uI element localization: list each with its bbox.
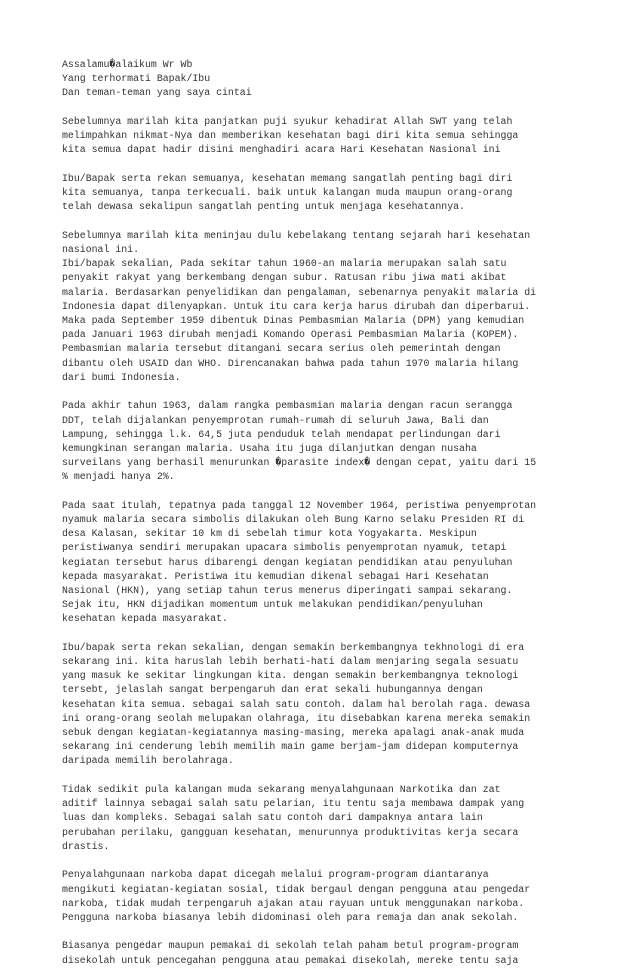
text-line: Pada saat itulah, tepatnya pada tanggal 12 November 1964, peristiwa penyemprotan: [62, 499, 537, 511]
text-line: kemungkinan serangan malaria. Usaha itu juga dilanjutkan dengan nusaha: [62, 442, 477, 454]
text-line: disekolah untuk pencegahan pengguna atau pemakai disekolah, mereke tentu saja: [62, 954, 519, 966]
body-paragraph: [62, 172, 602, 215]
text-line: Sebelumnya marilah kita panjatkan puji syukur kehadirat Allah SWT yang telah: [62, 115, 513, 127]
text-line: sebuk dengan kegiatan-kegiatannya masing-masing, mereka apalagi anak-anak muda: [62, 727, 525, 739]
text-line: nasional ini.: [62, 244, 140, 256]
text-line: perubahan perilaku, gangguan kesehatan, menurunnya produktivitas kerja secara: [62, 826, 519, 838]
text-line: Sejak itu, HKN dijadikan momentum untuk melakukan pendidikan/penyuluhan: [62, 599, 483, 611]
text-line: Pada akhir tahun 1963, dalam rangka pembasmian malaria dengan racun serangga: [62, 400, 513, 412]
text-line: Maka pada September 1959 dibentuk Dinas Pembasmian Malaria (DPM) yang kemudian: [62, 314, 525, 326]
body-paragraph: [62, 229, 602, 385]
body-paragraph: [62, 868, 602, 925]
text-line: Lampung, sehingga l.k. 64,5 juta penduduk telah mendapat perlindungan dari: [62, 428, 501, 440]
text-line: kita semua dapat hadir disini menghadiri acara Hari Kesehatan Nasional ini: [62, 144, 501, 156]
text-line: dibantu oleh USAID dan WHO. Direncanakan bahwa pada tahun 1970 malaria hilang: [62, 357, 519, 369]
text-line: penyakit rakyat yang berkembang dengan subur. Ratusan ribu jiwa mati akibat: [62, 272, 507, 284]
body-paragraph: [62, 499, 602, 627]
text-line: kesehatan kita semua. sebagai salah satu contoh. dalam hal berolah raga. dewasa: [62, 698, 531, 710]
text-line: kesehatan kepada masyarakat.: [62, 613, 228, 625]
text-line: ini orang-orang seolah melupakan olahraga, itu disebabkan karena mereka semakin: [62, 712, 531, 724]
text-line: Ibu/Bapak serta rekan semuanya, kesehatan memang sangatlah penting bagi diri: [62, 172, 513, 184]
text-line: Biasanya pengedar maupun pemakai di sekolah telah paham betul program-program: [62, 940, 519, 952]
text-line: Pengguna narkoba biasanya lebih didominasi oleh para remaja dan anak sekolah.: [62, 911, 519, 923]
text-line: Tidak sedikit pula kalangan muda sekarang menyalahgunaan Narkotika dan zat: [62, 783, 501, 795]
body-paragraph: [62, 939, 602, 967]
text-line: sekarang ini cenderung lebih memilih main game berjam-jam didepan komputernya: [62, 741, 519, 753]
text-line: daripada memilih berolahraga.: [62, 755, 234, 767]
text-line: Penyalahgunaan narkoba dapat dicegah melalui program-program diantaranya: [62, 869, 489, 881]
text-line: sekarang ini. kita haruslah lebih berhati-hati dalam menjaring segala sesuatu: [62, 656, 519, 668]
greeting-paragraph: [62, 58, 602, 101]
body-paragraph: [62, 399, 602, 484]
text-line: nyamuk malaria secara simbolis dilakukan oleh Bung Karno selaku Presiden RI di: [62, 514, 525, 526]
text-line: kegiatan tersebut harus dibarengi dengan kegiatan pendidikan atau penyuluhan: [62, 556, 513, 568]
text-line: tersebt, jelaslah sangat berpengaruh dan erat sekali hubungannya dengan: [62, 684, 483, 696]
text-line: luas dan kompleks. Sebagai salah satu contoh dari dampaknya antara lain: [62, 812, 483, 824]
text-line: mengikuti kegiatan-kegiatan sosial, tidak bergaul dengan pengguna atau pengedar: [62, 883, 531, 895]
text-line: dari bumi Indonesia.: [62, 371, 181, 383]
text-line: Sebelumnya marilah kita meninjau dulu kebelakang tentang sejarah hari kesehatan: [62, 229, 531, 241]
text-line: surveilans yang berhasil menurunkan �parasite index� dengan cepat, yaitu dari 15: [62, 457, 537, 469]
text-line: DDT, telah dijalankan penyemprotan rumah-rumah di seluruh Jawa, Bali dan: [62, 414, 489, 426]
text-line: % menjadi hanya 2%.: [62, 471, 175, 483]
text-line: desa Kalasan, sekitar 10 km di sebelah timur kota Yogyakarta. Meskipun: [62, 528, 477, 540]
body-paragraph: [62, 641, 602, 769]
text-line: narkoba, tidak mudah terpengaruh ajakan atau rayuan untuk menggunakan narkoba.: [62, 897, 525, 909]
text-line: Dan teman-teman yang saya cintai: [62, 87, 252, 99]
text-line: Pembasmian malaria tersebut ditangani secara serius oleh pemerintah dengan: [62, 343, 501, 355]
text-line: Yang terhormati Bapak/Ibu: [62, 73, 211, 85]
text-line: melimpahkan nikmat-Nya dan memberikan kesehatan bagi diri kita semua sehingga: [62, 130, 519, 142]
text-line: Nasional (HKN), yang setiap tahun terus menerus diperingati sampai sekarang.: [62, 584, 513, 596]
text-line: yang masuk ke sekitar lingkungan kita. dengan semakin berkembangnya teknologi: [62, 670, 519, 682]
text-line: peristiwanya sendiri merupakan upacara simbolis penyemprotan nyamuk, tetapi: [62, 542, 507, 554]
body-paragraph: [62, 115, 602, 158]
text-line: telah dewasa sekalipun sangatlah penting untuk menjaga kesehatannya.: [62, 201, 465, 213]
text-line: Ibu/bapak serta rekan sekalian, dengan semakin berkembangnya tekhnologi di era: [62, 641, 525, 653]
document-page: [62, 58, 602, 968]
text-line: malaria. Berdasarkan penyelidikan dan pengalaman, sebenarnya penyakit malaria di: [62, 286, 537, 298]
text-line: drastis.: [62, 840, 110, 852]
text-line: aditif lainnya sebagai salah satu pelarian, itu tentu saja membawa dampak yang: [62, 798, 525, 810]
text-line: kepada masyarakat. Peristiwa itu kemudian dikenal sebagai Hari Kesehatan: [62, 570, 489, 582]
text-line: pada Januari 1963 dirubah menjadi Komando Operasi Pembasmian Malaria (KOPEM).: [62, 329, 519, 341]
text-line: Ibi/bapak sekalian, Pada sekitar tahun 1960-an malaria merupakan salah satu: [62, 258, 507, 270]
text-line: kita semuanya, tanpa terkecuali. baik untuk kalangan muda maupun orang-orang: [62, 187, 513, 199]
text-line: Assalamu�alaikum Wr Wb: [62, 59, 193, 70]
text-line: Indonesia dapat dilenyapkan. Untuk itu cara kerja harus dirubah dan diperbarui.: [62, 300, 531, 312]
body-paragraph: [62, 783, 602, 854]
